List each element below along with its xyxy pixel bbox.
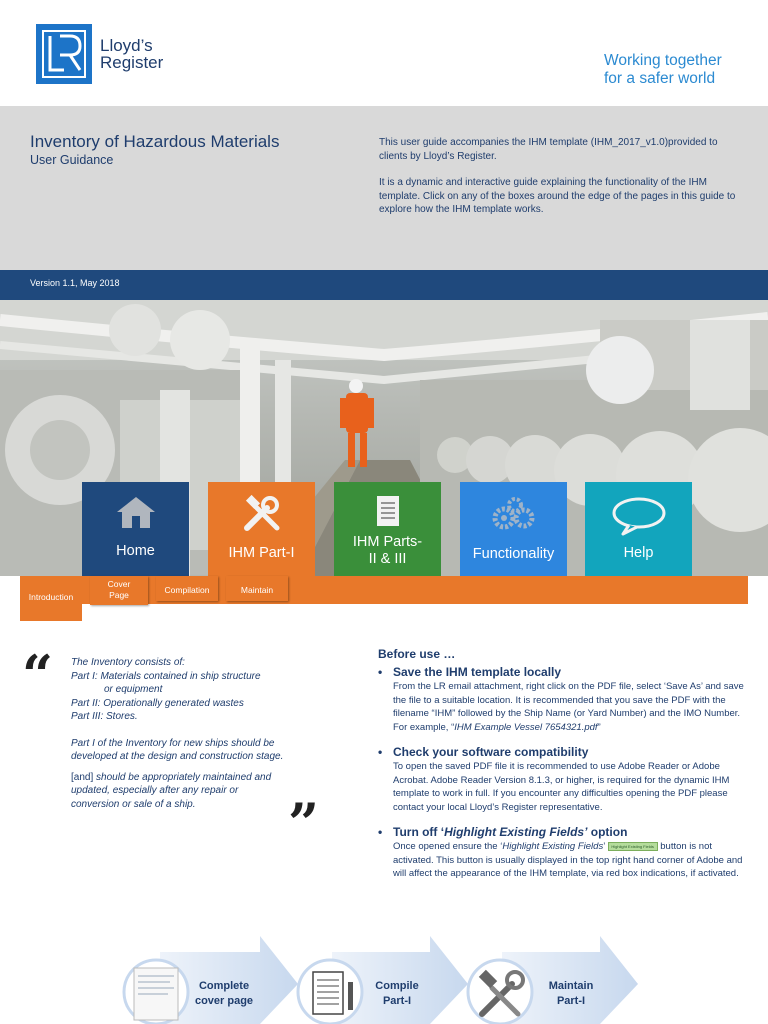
nav-tile-label: IHM Part-I: [228, 545, 295, 561]
subtab-label-line-1: Cover: [107, 579, 131, 589]
workflow-steps: [120, 936, 650, 1024]
nav-tile-label: Functionality: [472, 546, 555, 562]
before-use-item-compatibility: [378, 745, 744, 814]
open-quote-mark: “: [22, 643, 54, 707]
intro-paragraph-1: This user guide accompanies the IHM template (IHM_2017_v1.0)provided to clients by Lloyd’s Register.: [379, 137, 718, 162]
quote-bracket-lead: [and]: [71, 771, 94, 783]
nav-tile-label: Home: [116, 543, 155, 559]
before-use-item-text: To open the saved PDF file it is recommended to use Adobe Reader or Adobe Acrobat. Adobe Reader Version 8.1.3, or higher, is required for the dynamic IHM template to work in full. If you encounter any difficulties opening the PDF please contact your local Lloyd’s Register representative.: [393, 761, 730, 813]
tagline-line-2: for a safer world: [604, 70, 716, 87]
tools-icon: [241, 492, 283, 534]
subtab-label: Introduction: [28, 592, 74, 602]
step-label-line-1: Maintain: [548, 980, 594, 992]
ihm-quote: [71, 656, 286, 811]
step-label-line-1: Compile: [375, 980, 419, 992]
quote-line: Part I: Materials contained in ship structure: [71, 670, 261, 682]
lr-logo-mark: [36, 24, 92, 84]
intro-paragraph-2: It is a dynamic and interactive guide explaining the functionality of the IHM template. Click on any of the boxes around the edge of the pages in this guide to explore how the IHM template works.: [379, 177, 736, 215]
quote-line: or equipment: [104, 684, 163, 695]
example-filename: IHM Example Vessel 7654321.pdf: [454, 721, 598, 733]
before-use-item-highlight: [378, 825, 744, 881]
quote-line: The Inventory consists of:: [71, 657, 185, 668]
tagline-line-1: Working together: [604, 52, 722, 69]
subtab-maintain[interactable]: [226, 576, 288, 601]
logo-line-1: Lloyd’s: [100, 36, 153, 55]
logo-line-2: Register: [100, 53, 164, 72]
nav-tile-label-line-1: IHM Parts-: [352, 534, 423, 550]
nav-tile-label-line-2: II & III: [368, 551, 407, 567]
version-label: Version 1.1, May 2018: [30, 278, 120, 288]
subtab-cover-page[interactable]: [90, 576, 148, 605]
quote-paragraph: [71, 771, 286, 812]
nav-tile-functionality[interactable]: [460, 482, 567, 576]
quote-line: Part III: Stores.: [71, 711, 138, 722]
intro-text: [379, 136, 739, 217]
subtab-introduction[interactable]: [20, 576, 82, 621]
nav-tile-ihm-parts-2-3[interactable]: [334, 482, 441, 576]
nav-tile-label: Help: [623, 545, 654, 561]
step-label-line-2: cover page: [194, 995, 254, 1007]
tagline: [604, 52, 732, 88]
nav-tile-label: [334, 534, 441, 568]
subtab-compilation[interactable]: [156, 576, 218, 601]
quote-paragraph: Part I of the Inventory for new ships should be developed at the design and construction stage.: [71, 737, 284, 762]
page-header: [0, 0, 768, 106]
subtab-label-line-2: Page: [109, 590, 129, 600]
document-icon: [374, 494, 402, 528]
before-use-item-save: [378, 665, 744, 734]
lr-monogram-icon: [42, 30, 86, 78]
highlight-existing-fields-button-image: Highlight Existing Fields: [608, 842, 658, 851]
before-use-item-title: • Save the IHM template locally: [378, 665, 562, 679]
title-band: [0, 106, 768, 270]
before-use-heading: Before use …: [378, 647, 456, 661]
nav-tile-ihm-part-1[interactable]: [208, 482, 315, 576]
lloyds-register-logo: [36, 24, 163, 84]
close-quote-mark: ”: [288, 791, 320, 855]
before-use-section: [378, 647, 744, 892]
subtab-label: Maintain: [240, 585, 274, 595]
gears-icon: [488, 496, 540, 532]
home-icon: [114, 494, 158, 530]
step-label-line-2: Part-I: [382, 995, 412, 1007]
document-subtitle: User Guidance: [30, 153, 114, 167]
step-label-line-2: Part-I: [556, 995, 586, 1007]
subtab-label: Compilation: [164, 585, 210, 595]
version-bar: [0, 270, 768, 300]
quote-line: Part II: Operationally generated wastes: [71, 697, 244, 709]
before-use-item-text: Once opened ensure the ‘Highlight Existing Fields’ Highlight Existing Fields button is not activated. This button is usually displayed in the top right hand corner of Adobe and will affect the appearance of the IHM template, via red box indications, if activated.: [393, 841, 743, 879]
nav-tile-help[interactable]: [585, 482, 692, 576]
worker-figure: [340, 379, 374, 467]
nav-tile-home[interactable]: [82, 482, 189, 576]
step-label-line-1: Complete: [198, 980, 250, 992]
before-use-item-title: • Check your software compatibility: [378, 745, 589, 759]
document-title: Inventory of Hazardous Materials: [30, 132, 280, 151]
speech-bubble-icon: [611, 496, 667, 536]
before-use-item-text: From the LR email attachment, right click on the PDF file, select ‘Save As’ and save the file to a suitable location. It is recommended that you save the PDF with the filename “IHM” followed by the Ship Name (or Yard Number) and the IMO Number. For example, “IHM Example Vessel 7654321.pdf”: [393, 681, 744, 733]
logo-wordmark: [100, 37, 163, 71]
quote-paragraph-rest: should be appropriately maintained and updated, especially after any repair or conversion or sale of a ship.: [71, 771, 272, 810]
workflow-arrows: [120, 936, 650, 1024]
before-use-item-title: • Turn off ‘Highlight Existing Fields’ option: [378, 825, 628, 839]
